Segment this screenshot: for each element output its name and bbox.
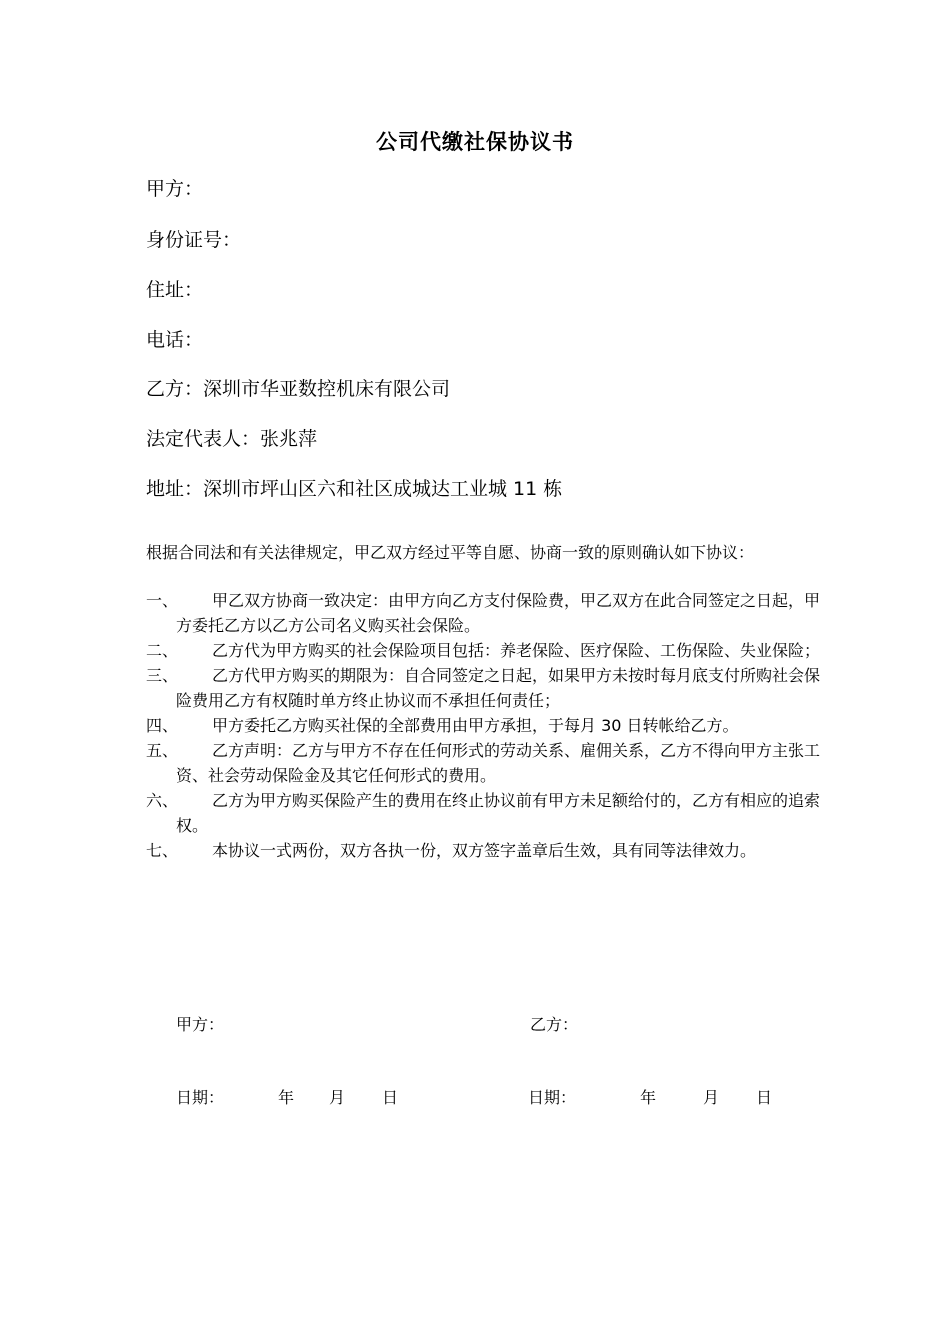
clause-number: 二、 <box>146 641 179 660</box>
party-a-id-line <box>146 227 241 253</box>
clause-text: 本协议一式两份，双方各执一份，双方签字盖章后生效，具有同等法律效力。 <box>212 841 757 860</box>
party-a-name-line <box>146 176 203 202</box>
party-b-rep-label: 法定代表人： <box>146 428 261 450</box>
document-title: 公司代缴社保协议书 <box>376 130 574 154</box>
party-a-date-row <box>176 1087 436 1109</box>
clause-number: 一、 <box>146 591 179 610</box>
clause-number: 六、 <box>146 791 179 810</box>
clause-list <box>146 588 820 863</box>
clause-text: 乙方声明：乙方与甲方不存在任何形式的劳动关系、雇佣关系，乙方不得向甲方主张工资、社会劳动保险金及其它任何形式的费用。 <box>176 741 821 785</box>
party-a-address-line <box>146 277 203 303</box>
clause-item <box>146 738 820 788</box>
party-a-phone-line <box>146 327 203 353</box>
party-b-date-row <box>528 1087 788 1109</box>
clause-item <box>146 713 820 738</box>
signature-party-a-label: 甲方： <box>176 1015 225 1034</box>
clause-item <box>146 638 820 663</box>
clause-text: 乙方为甲方购买保险产生的费用在终止协议前有甲方未足额给付的，乙方有相应的追索权。 <box>176 791 821 835</box>
party-b-name-label: 乙方： <box>146 378 204 400</box>
clause-number: 五、 <box>146 741 179 760</box>
date-year: 年 <box>278 1088 295 1107</box>
clause-item <box>146 588 820 638</box>
clause-item <box>146 788 820 838</box>
date-label: 日期： <box>176 1088 225 1107</box>
date-day: 日 <box>756 1088 773 1107</box>
clause-number: 七、 <box>146 841 179 860</box>
party-b-address-line <box>146 476 562 502</box>
clause-text: 甲方委托乙方购买社保的全部费用由甲方承担，于每月 30 日转帐给乙方。 <box>212 716 739 735</box>
clause-text: 乙方代为甲方购买的社会保险项目包括：养老保险、医疗保险、工伤保险、失业保险； <box>212 641 821 660</box>
party-a-phone-label: 电话： <box>146 329 204 351</box>
date-day: 日 <box>382 1088 399 1107</box>
signature-party-b-label: 乙方： <box>530 1015 579 1034</box>
party-b-name-value: 深圳市华亚数控机床有限公司 <box>203 378 451 400</box>
party-b-rep-line <box>146 426 317 452</box>
clause-item <box>146 838 820 863</box>
party-b-address-value: 深圳市坪山区六和社区成城达工业城 11 栋 <box>203 478 563 500</box>
party-b-rep-value: 张兆萍 <box>260 428 318 450</box>
intro-paragraph: 根据合同法和有关法律规定，甲乙双方经过平等自愿、协商一致的原则确认如下协议： <box>146 543 755 562</box>
clause-text: 甲乙双方协商一致决定：由甲方向乙方支付保险费，甲乙双方在此合同签定之日起，甲方委托乙方以乙方公司名义购买社会保险。 <box>176 591 821 635</box>
date-month: 月 <box>703 1088 720 1107</box>
party-b-name-line <box>146 376 450 402</box>
clause-number: 三、 <box>146 666 179 685</box>
date-label: 日期： <box>528 1088 577 1107</box>
clause-text: 乙方代甲方购买的期限为：自合同签定之日起，如果甲方未按时每月底支付所购社会保险费用乙方有权随时单方终止协议而不承担任何责任； <box>176 666 821 710</box>
party-a-name-label: 甲方： <box>146 178 204 200</box>
party-a-address-label: 住址： <box>146 279 204 301</box>
clause-number: 四、 <box>146 716 179 735</box>
party-b-address-label: 地址： <box>146 478 204 500</box>
date-month: 月 <box>329 1088 346 1107</box>
clause-item <box>146 663 820 713</box>
party-a-id-label: 身份证号： <box>146 229 242 251</box>
date-year: 年 <box>640 1088 657 1107</box>
